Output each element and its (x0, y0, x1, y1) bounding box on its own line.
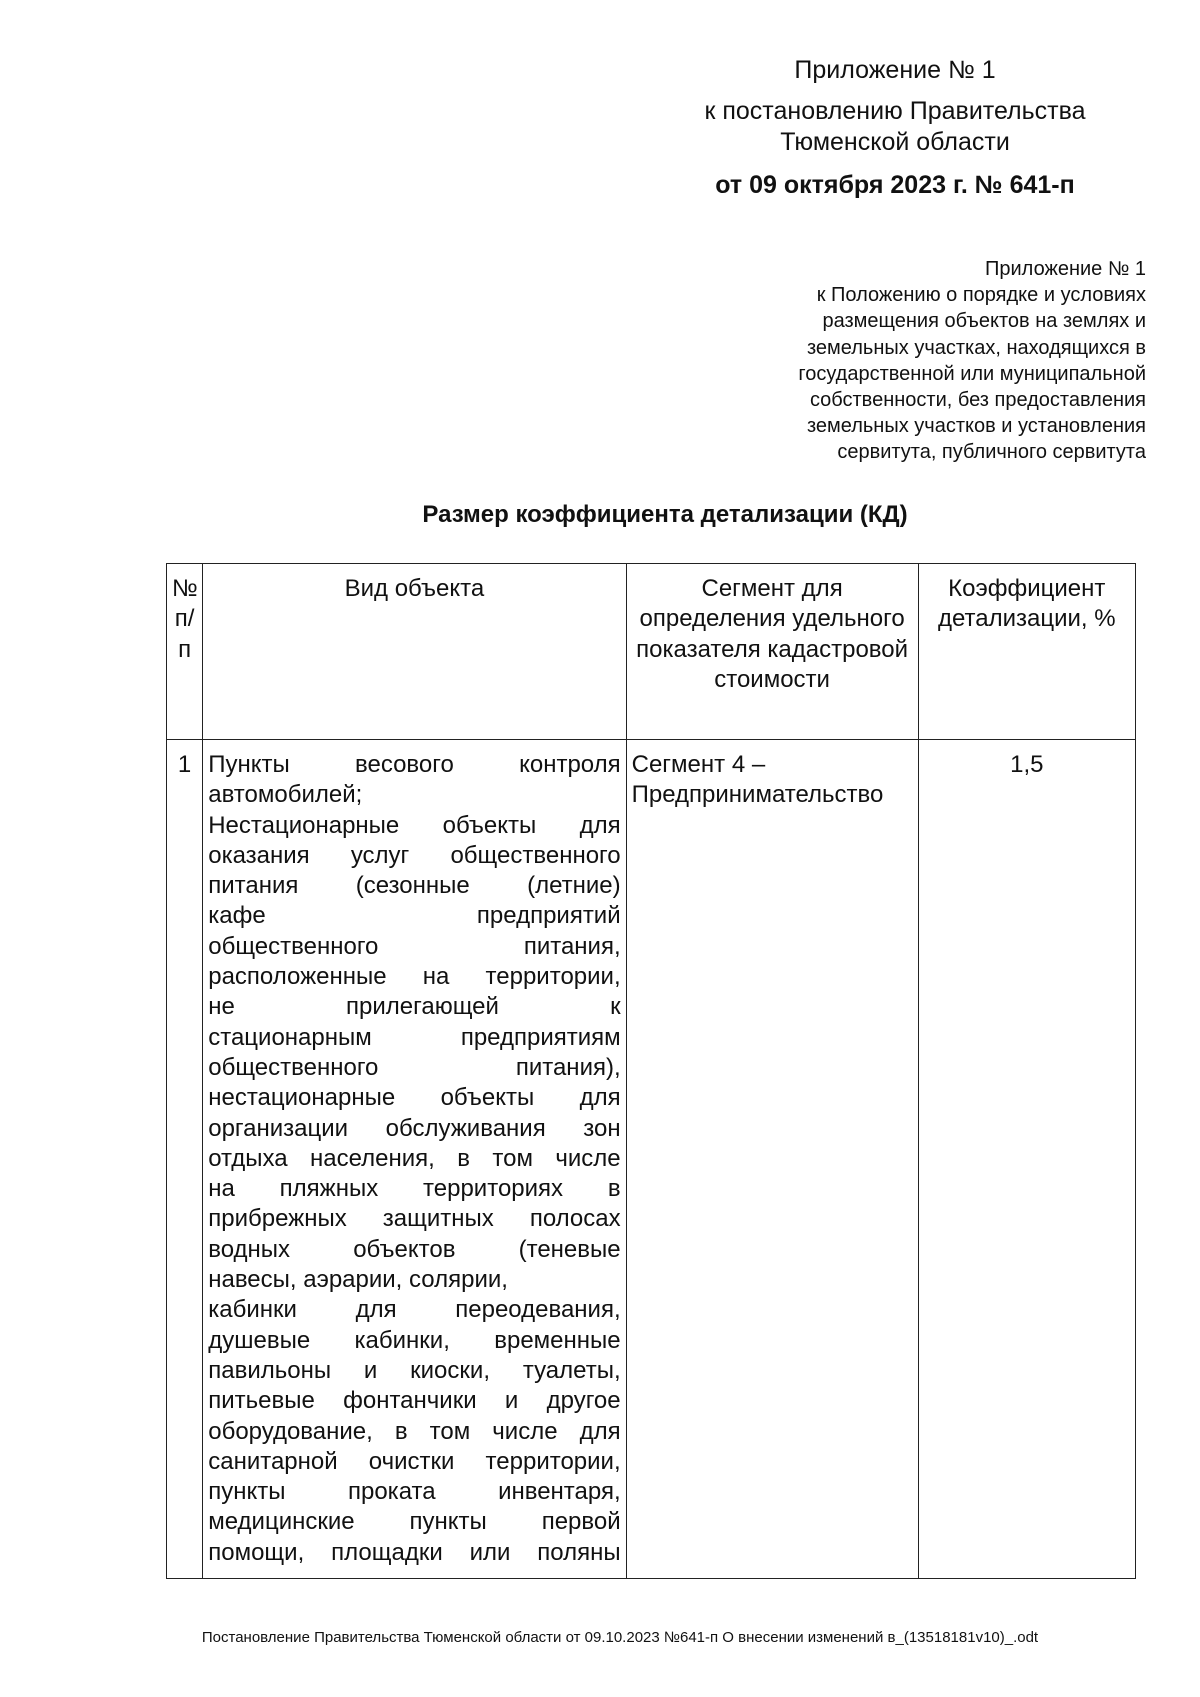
object-type-line: прибрежных защитных полосах (208, 1205, 621, 1233)
appendix-title: Приложение № 1 (794, 56, 996, 84)
table-header-row (167, 564, 1136, 740)
note-line: Приложение № 1 (985, 258, 1146, 280)
appendix-header (660, 55, 1130, 201)
row-object-type (203, 740, 626, 1579)
object-type-line: санитарной очистки территории, (208, 1447, 621, 1475)
object-type-line: расположенные на территории, (208, 963, 621, 991)
note-line: государственной или муниципальной (798, 362, 1146, 385)
object-type-line: помощи, площадки или поляны (208, 1538, 621, 1566)
object-type-line: питания (сезонные (летние) (208, 872, 621, 900)
object-type-line: пункты проката инвентаря, (208, 1478, 621, 1506)
object-type-line: общественного питания, (208, 932, 621, 960)
object-type-line: оборудование, в том числе для (208, 1417, 621, 1445)
object-type-line: кабинки для переодевания, (208, 1296, 621, 1324)
header-number: № п/п (167, 564, 203, 740)
object-type-line: организации обслуживания зон (208, 1114, 621, 1142)
note-line: к Положению о порядке и условиях (816, 284, 1146, 307)
object-type-line: нестационарные объекты для (208, 1084, 621, 1112)
table-row (167, 740, 1136, 1579)
object-type-line: отдыха населения, в том числе (208, 1144, 621, 1172)
note-line: размещения объектов на землях и (822, 310, 1146, 333)
object-type-line: душевые кабинки, временные (208, 1326, 621, 1354)
object-type-line: питьевые фонтанчики и другое (208, 1387, 621, 1415)
note-line: сервитута, публичного сервитута (837, 441, 1146, 464)
object-type-line: оказания услуг общественного (208, 841, 621, 869)
object-type-line: павильоны и киоски, туалеты, (208, 1356, 621, 1384)
header-coefficient: Коэффициент детализации, % (918, 564, 1135, 740)
resolution-reference: к постановлению Правительства Тюменской области (704, 97, 1086, 156)
row-coefficient: 1,5 (918, 740, 1135, 1579)
object-type-line: стационарным предприятиям (208, 1023, 621, 1051)
page-footer: Постановление Правительства Тюменской области от 09.10.2023 №641-п О внесении изменений в_(13518181v10)_.odt (201, 1629, 1039, 1646)
regulation-appendix-note (726, 256, 1146, 466)
row-number: 1 (167, 740, 203, 1579)
coefficient-table (166, 563, 1136, 1579)
object-type-line: автомобилей; (208, 781, 363, 809)
note-line: земельных участков и установления (806, 415, 1146, 438)
object-type-line: Нестационарные объекты для (208, 811, 621, 839)
resolution-date-number: от 09 октября 2023 г. № 641-п (715, 171, 1075, 199)
object-type-line: медицинские пункты первой (208, 1508, 621, 1536)
object-type-line: водных объектов (теневые (208, 1235, 621, 1263)
object-type-line: навесы, аэрарии, солярии, (208, 1266, 508, 1294)
object-type-line: не прилегающей к (208, 993, 621, 1021)
header-object-type: Вид объекта (203, 564, 626, 740)
note-line: земельных участках, находящихся в (806, 336, 1146, 359)
object-type-line: общественного питания), (208, 1053, 621, 1081)
object-type-line: кафе предприятий (208, 902, 621, 930)
object-type-line: на пляжных территориях в (208, 1175, 621, 1203)
header-segment: Сегмент для определения удельного показателя кадастровой стоимости (626, 564, 918, 740)
object-type-line: Пункты весового контроля (208, 751, 621, 778)
note-line: собственности, без предоставления (809, 389, 1146, 412)
document-title: Размер коэффициента детализации (КД) (422, 501, 908, 528)
row-segment: Сегмент 4 – Предпринимательство (626, 740, 918, 1579)
